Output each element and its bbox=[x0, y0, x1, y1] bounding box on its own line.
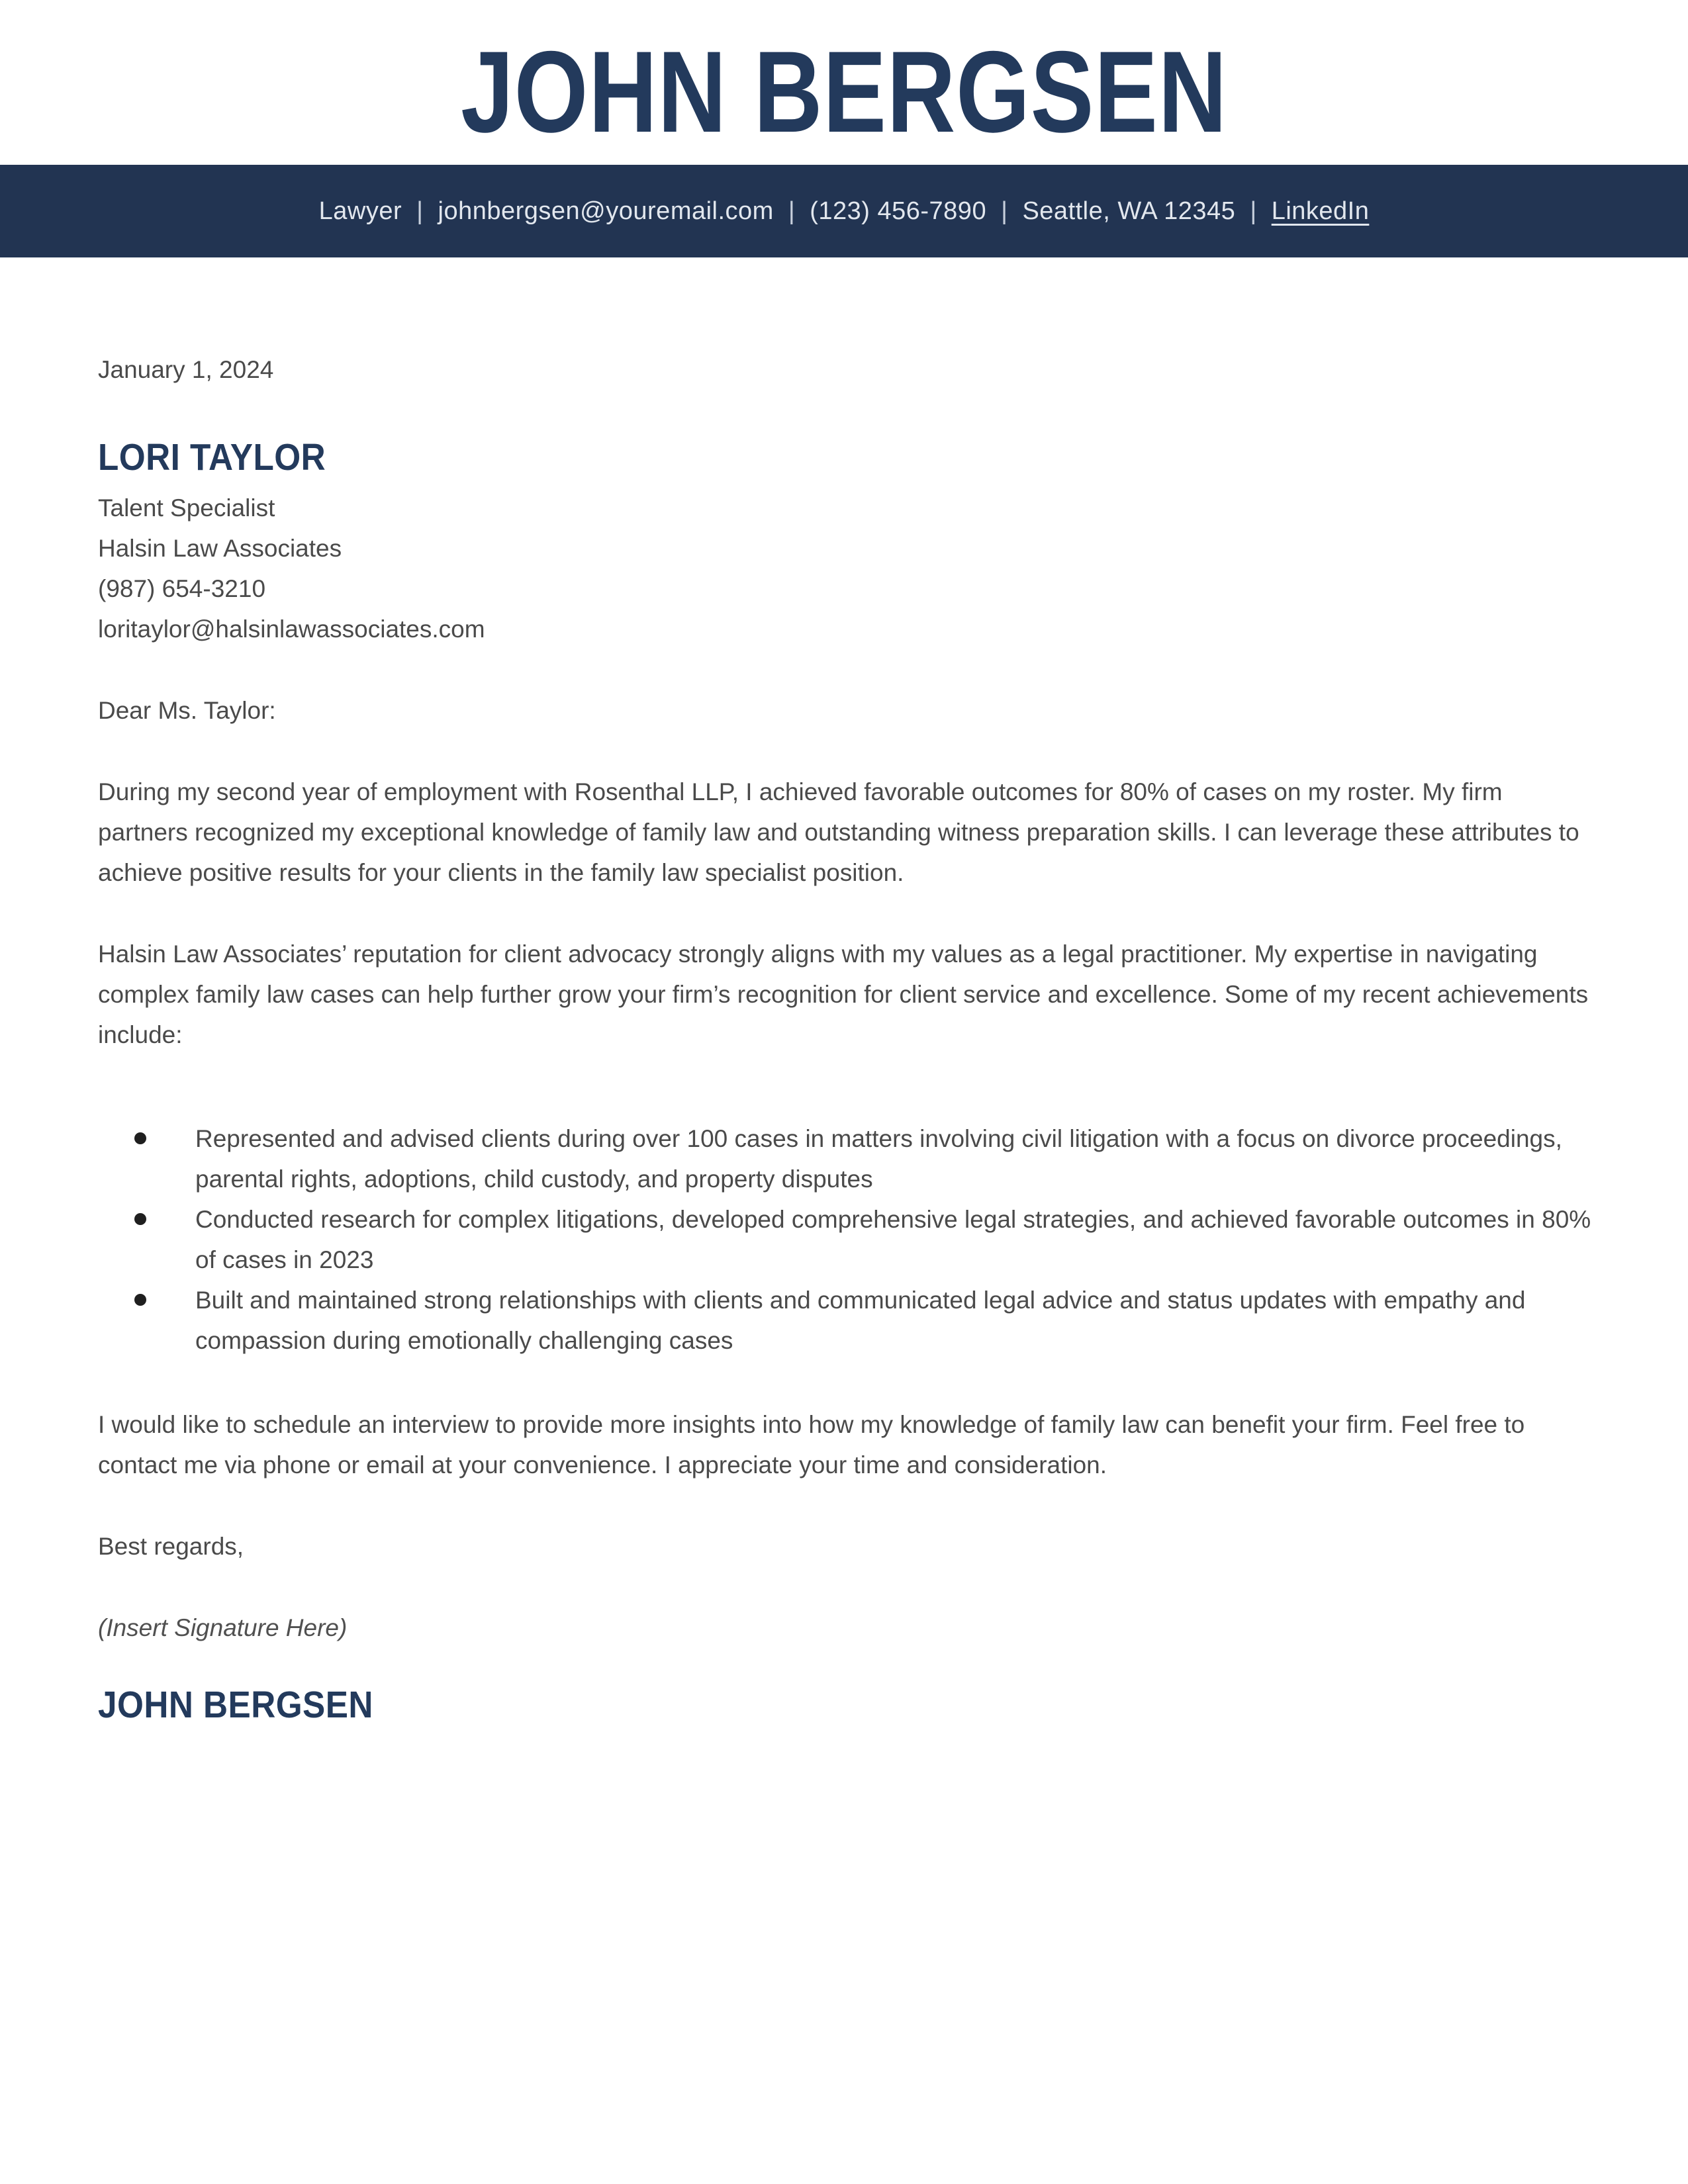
contact-email: johnbergsen@youremail.com bbox=[438, 197, 774, 225]
paragraph-intro: During my second year of employment with Rosenthal LLP, I achieved favorable outcomes for 80% of cases on my roster. My firm partners recognized my exceptional knowledge of family law and outstanding witness preparation skills. I can leverage these attributes to achieve positive results for your clients in the family law specialist position. bbox=[98, 778, 1579, 886]
contact-bar bbox=[0, 165, 1688, 257]
contact-separator: | bbox=[788, 197, 796, 225]
greeting: Dear Ms. Taylor: bbox=[98, 697, 276, 724]
paragraph-alignment: Halsin Law Associates’ reputation for client advocacy strongly aligns with my values as a legal practitioner. My expertise in navigating complex family law cases can help further grow your firm’s recognition for client service and excellence. Some of my recent achievements include: bbox=[98, 940, 1589, 1048]
bullet-icon bbox=[134, 1213, 146, 1225]
letter-header bbox=[0, 0, 1688, 257]
recipient-name-container bbox=[98, 437, 1592, 482]
letter-body bbox=[0, 349, 1688, 1729]
recipient-info-block bbox=[98, 488, 1592, 649]
contact-separator: | bbox=[1250, 197, 1257, 225]
contact-phone: (123) 456-7890 bbox=[810, 197, 987, 225]
signature-placeholder: (Insert Signature Here) bbox=[98, 1614, 348, 1641]
header-name-container bbox=[0, 0, 1688, 157]
signature-name-container bbox=[98, 1685, 1592, 1729]
linkedin-link[interactable]: LinkedIn bbox=[1271, 197, 1370, 225]
list-item bbox=[98, 1199, 1592, 1280]
recipient-email: loritaylor@halsinlawassociates.com bbox=[98, 615, 485, 643]
sign-off: Best regards, bbox=[98, 1533, 244, 1560]
contact-separator: | bbox=[1001, 197, 1008, 225]
contact-location: Seattle, WA 12345 bbox=[1022, 197, 1236, 225]
contact-role: Lawyer bbox=[318, 197, 402, 225]
candidate-name-title: JOHN BERGSEN bbox=[460, 28, 1228, 157]
achievement-text: Conducted research for complex litigations, developed comprehensive legal strategies, and achieved favorable outcomes in 80% of cases in 2023 bbox=[195, 1206, 1591, 1273]
achievements-list bbox=[98, 1118, 1592, 1361]
paragraph-closing: I would like to schedule an interview to provide more insights into how my knowledge of family law can benefit your firm. Feel free to contact me via phone or email at your convenience. I appreciate your time and consideration. bbox=[98, 1411, 1525, 1479]
recipient-company: Halsin Law Associates bbox=[98, 535, 342, 562]
signature-name: JOHN BERGSEN bbox=[98, 1684, 373, 1726]
recipient-name: LORI TAYLOR bbox=[98, 436, 326, 478]
achievement-text: Built and maintained strong relationships with clients and communicated legal advice and status updates with empathy and compassion during emotionally challenging cases bbox=[195, 1287, 1526, 1354]
recipient-phone: (987) 654-3210 bbox=[98, 575, 266, 602]
letter-date: January 1, 2024 bbox=[98, 356, 274, 383]
recipient-title: Talent Specialist bbox=[98, 494, 275, 522]
list-item bbox=[98, 1280, 1592, 1361]
list-item bbox=[98, 1118, 1592, 1199]
bullet-icon bbox=[134, 1294, 146, 1306]
bullet-icon bbox=[134, 1132, 146, 1144]
contact-separator: | bbox=[416, 197, 424, 225]
achievement-text: Represented and advised clients during over 100 cases in matters involving civil litigation with a focus on divorce proceedings, parental rights, adoptions, child custody, and property disputes bbox=[195, 1125, 1562, 1193]
